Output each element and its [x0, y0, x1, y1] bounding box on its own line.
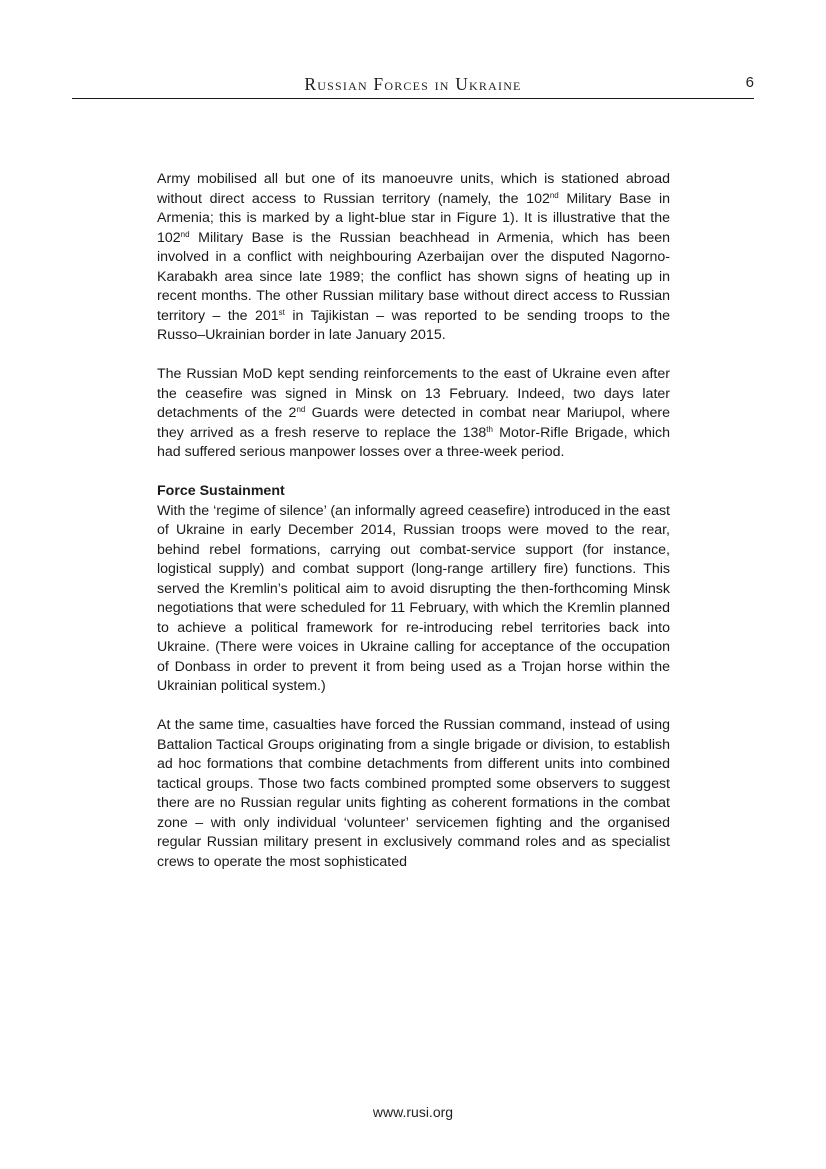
ordinal-suffix: th [486, 424, 493, 434]
page-header [72, 72, 754, 99]
paragraph-1-text-b: Military Base in Armenia; this is marked by a light-blue star in Figure 1). It is illustrative that the 102 [157, 190, 670, 246]
footer-url: www.rusi.org [372, 1104, 454, 1120]
paragraph-1-text-d: in Tajikistan – was reported to be sending troops to the Russo–Ukrainian border in late January 2015. [157, 307, 670, 343]
ordinal-suffix: st [278, 307, 285, 317]
paragraph-2-text-b: Guards were detected in combat near Mariupol, where they arrived as a fresh reserve to replace the 138 [157, 405, 670, 441]
paragraph-2 [157, 365, 670, 463]
paragraph-4: At the same time, casualties have forced the Russian command, instead of using Battalion Tactical Groups originating from a single brigade or division, to establish ad hoc formations that combine detachments from different units into combined tactical groups. Those two facts combined prompted some observers to suggest there are no Russian regular units fighting as coherent formations in the combat zone – with only individual ‘volunteer’ servicemen fighting and the organised regular Russian military present in exclusively command roles and as specialist crews to operate the most sophisticated [157, 717, 670, 870]
ordinal-suffix: nd [296, 405, 306, 414]
ordinal-suffix: nd [180, 229, 190, 239]
section-heading: Force Sustainment [157, 483, 285, 499]
page-number: 6 [745, 74, 754, 91]
running-title: Russian Forces in Ukraine [304, 74, 522, 94]
paragraph-2-text-c: Motor-Rifle Brigade, which had suffered serious manpower losses over a three-week period. [157, 424, 670, 460]
paragraph-3: With the ‘regime of silence’ (an informally agreed ceasefire) introduced in the east of Ukraine in early December 2014, Russian troops were moved to the rear, behind rebel formations, carrying out combat-service support (for instance, logistical supply) and combat support (long-range artillery fire) functions. This served the Kremlin’s political aim to avoid disrupting the then-forthcoming Minsk negotiations that were scheduled for 11 February, with which the Kremlin planned to achieve a political framework for re-introducing rebel territories back into Ukraine. (There were voices in Ukraine calling for acceptance of the occupation of Donbass in order to prevent it from being used as a Trojan horse within the Ukrainian political system.) [157, 502, 670, 694]
paragraph-2-text-a: The Russian MoD kept sending reinforcements to the east of Ukraine even after the ceasefire was signed in Minsk on 13 February. Indeed, two days later detachments of the 2 [157, 366, 670, 421]
main-text [157, 170, 670, 892]
paragraph-1-text-a: Army mobilised all but one of its manoeuvre units, which is stationed abroad without direct access to Russian territory (namely, the 102 [157, 171, 670, 207]
paragraph-1 [157, 170, 670, 346]
ordinal-suffix: nd [549, 190, 559, 200]
paragraph-1-text-c: Military Base is the Russian beachhead in Armenia, which has been involved in a conflict with neighbouring Azerbaijan over the disputed Nagorno-Karabakh area since late 1989; the conflict has shown signs of heating up in recent months. The other Russian military base without direct access to Russian territory – the 201 [157, 229, 670, 324]
